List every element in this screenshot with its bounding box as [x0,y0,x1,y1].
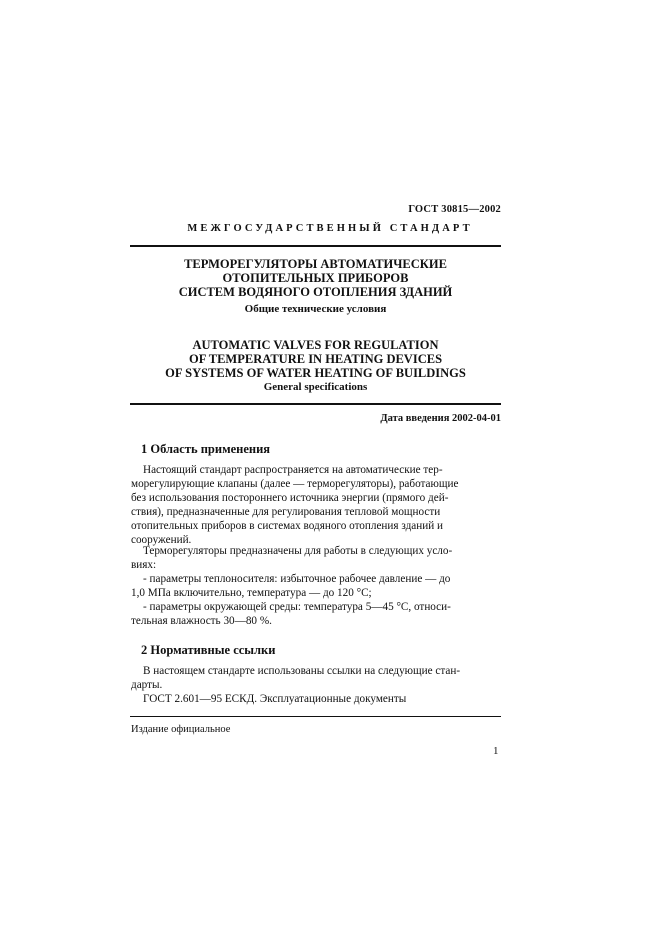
title-ru-line-2: ОТОПИТЕЛЬНЫХ ПРИБОРОВ [222,271,409,285]
introduction-date: Дата введения 2002-04-01 [380,413,501,424]
text-line: - параметры окружающей среды: температура 5—45 °С, относи- [143,601,451,613]
text-line: дарты. [131,679,163,691]
title-en-line-1: AUTOMATIC VALVES FOR REGULATION [192,338,439,352]
subtitle-english: General specifications [263,381,368,393]
footer-rule [130,716,501,717]
section-1-paragraph-1 [131,463,500,547]
section-2-heading: 2 Нормативные ссылки [141,643,276,657]
title-bottom-rule [130,403,501,405]
text-line: Терморегуляторы предназначены для работы в следующих усло- [143,545,453,557]
text-line: ствия), предназначенные для регулирования тепловой мощности [131,506,441,518]
text-line: Настоящий стандарт распространяется на автоматические тер- [143,464,443,476]
official-edition-label: Издание официальное [131,724,231,735]
page-number: 1 [493,745,499,757]
section-2-paragraph [131,664,500,706]
text-line: ГОСТ 2.601—95 ЕСКД. Эксплуатационные документы [143,693,407,705]
text-line: тельная влажность 30—80 %. [131,615,272,627]
section-1-paragraph-2 [131,544,500,628]
text-line: без использования постороннего источника энергии (прямого дей- [131,492,449,504]
title-english [130,338,501,380]
title-ru-line-3: СИСТЕМ ВОДЯНОГО ОТОПЛЕНИЯ ЗДАНИЙ [178,285,453,299]
top-rule [130,245,501,247]
title-en-line-3: OF SYSTEMS OF WATER HEATING OF BUILDINGS [165,366,466,380]
text-line: отопительных приборов в системах водяного отопления зданий и [131,520,443,532]
text-line: виях: [131,559,157,571]
text-line: - параметры теплоносителя: избыточное рабочее давление — до [143,573,451,585]
text-line: сооружений. [131,534,192,546]
gost-code: ГОСТ 30815—2002 [408,204,501,215]
text-line: 1,0 МПа включительно, температура — до 120 °С; [131,587,372,599]
section-1-heading: 1 Область применения [141,442,271,456]
title-russian [130,257,501,299]
text-line: В настоящем стандарте использованы ссылки на следующие стан- [143,665,461,677]
title-en-line-2: OF TEMPERATURE IN HEATING DEVICES [188,352,443,366]
text-line: морегулирующие клапаны (далее — терморегуляторы), работающие [131,478,459,490]
subtitle-russian: Общие технические условия [244,303,387,315]
interstate-standard-label: МЕЖГОСУДАРСТВЕННЫЙ СТАНДАРТ [187,223,473,234]
title-ru-line-1: ТЕРМОРЕГУЛЯТОРЫ АВТОМАТИЧЕСКИЕ [184,257,447,271]
